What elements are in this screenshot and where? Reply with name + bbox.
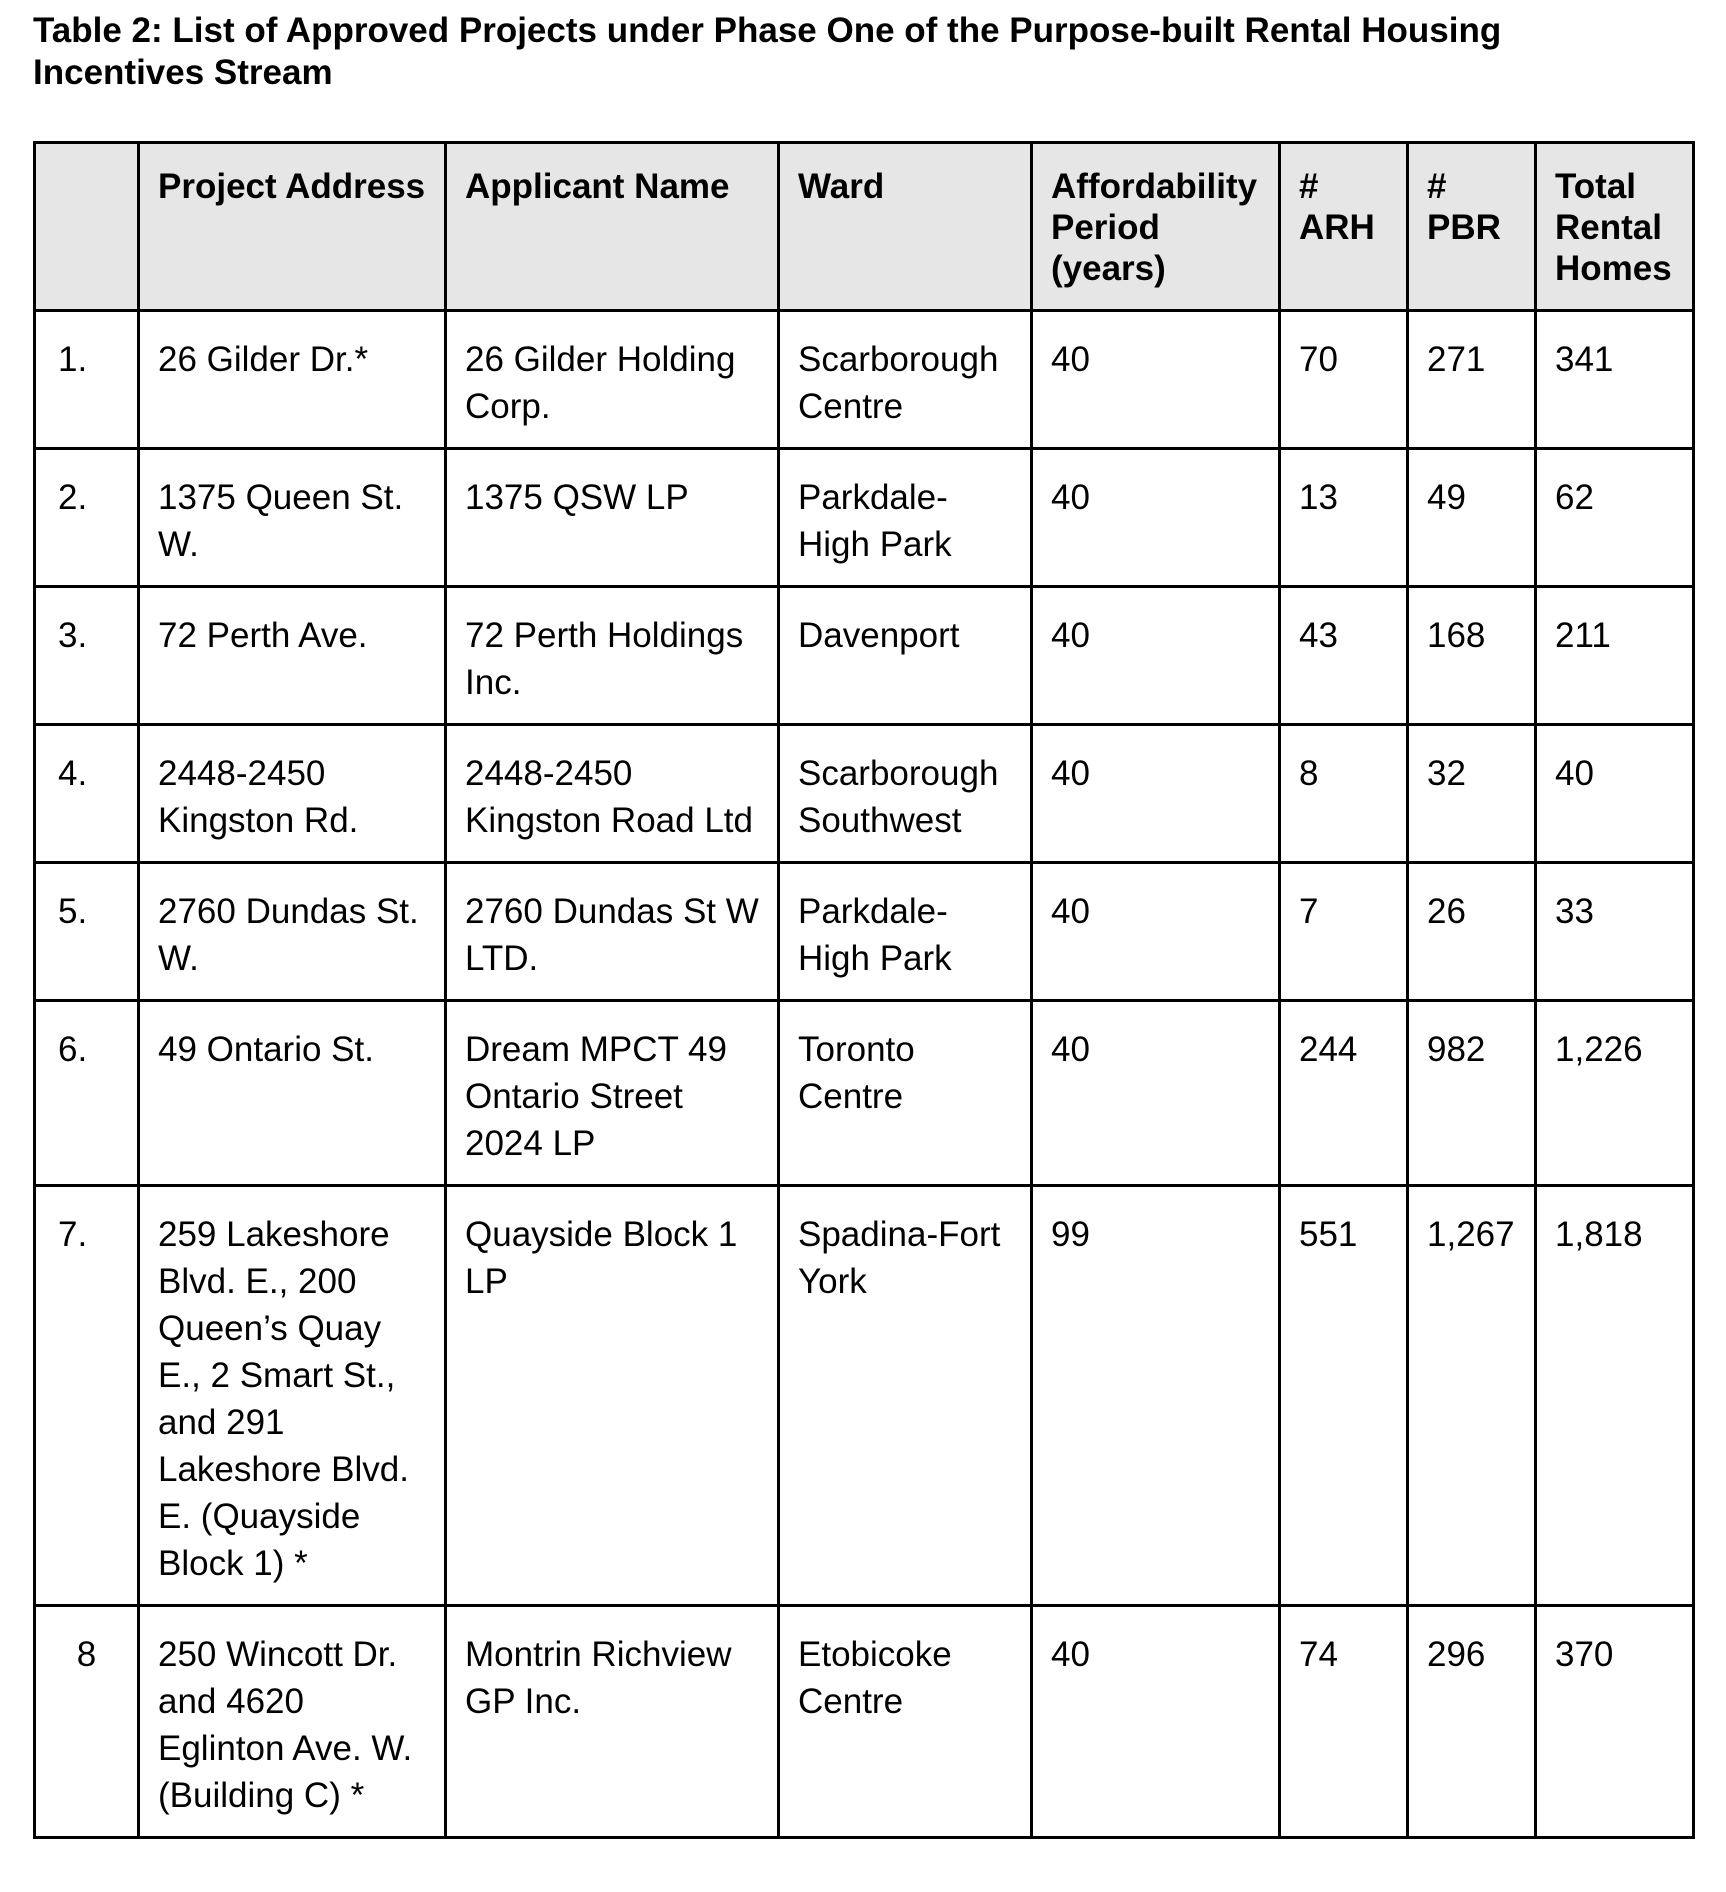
table-header-row [35, 143, 1694, 311]
pbr-cell: 1,267 [1408, 1186, 1536, 1606]
row-number: 7. [35, 1186, 139, 1606]
ward-cell: Etobicoke Centre [779, 1606, 1032, 1838]
applicant-name-cell: 1375 QSW LP [446, 449, 779, 587]
affordability-period-cell: 40 [1032, 311, 1280, 449]
affordability-period-cell: 40 [1032, 449, 1280, 587]
pbr-cell: 32 [1408, 725, 1536, 863]
pbr-cell: 26 [1408, 863, 1536, 1001]
header-pbr: # PBR [1408, 143, 1536, 311]
total-rental-homes-cell: 1,818 [1536, 1186, 1694, 1606]
affordability-period-cell: 99 [1032, 1186, 1280, 1606]
affordability-period-cell: 40 [1032, 725, 1280, 863]
project-address-cell: 259 Lakeshore Blvd. E., 200 Queen’s Quay E., 2 Smart St., and 291 Lakeshore Blvd. E. (Quayside Block 1) * [139, 1186, 446, 1606]
ward-cell: Spadina-Fort York [779, 1186, 1032, 1606]
table-row [35, 1606, 1694, 1838]
ward-cell: Scarborough Southwest [779, 725, 1032, 863]
applicant-name-cell: 2448-2450 Kingston Road Ltd [446, 725, 779, 863]
pbr-cell: 982 [1408, 1001, 1536, 1186]
ward-cell: Davenport [779, 587, 1032, 725]
arh-cell: 551 [1280, 1186, 1408, 1606]
header-applicant-name: Applicant Name [446, 143, 779, 311]
row-number: 5. [35, 863, 139, 1001]
ward-cell: Parkdale-High Park [779, 449, 1032, 587]
table-row [35, 311, 1694, 449]
table-row [35, 725, 1694, 863]
project-address-cell: 26 Gilder Dr.* [139, 311, 446, 449]
row-number: 1. [35, 311, 139, 449]
header-arh: # ARH [1280, 143, 1408, 311]
table-title: Table 2: List of Approved Projects under Phase One of the Purpose-built Rental Housing Incentives Stream [33, 11, 1502, 92]
project-address-cell: 2448-2450 Kingston Rd. [139, 725, 446, 863]
arh-cell: 70 [1280, 311, 1408, 449]
applicant-name-cell: 2760 Dundas St W LTD. [446, 863, 779, 1001]
row-number: 4. [35, 725, 139, 863]
row-number: 2. [35, 449, 139, 587]
arh-cell: 7 [1280, 863, 1408, 1001]
applicant-name-cell: 26 Gilder Holding Corp. [446, 311, 779, 449]
approved-projects-table [33, 141, 1695, 1839]
arh-cell: 13 [1280, 449, 1408, 587]
total-rental-homes-cell: 40 [1536, 725, 1694, 863]
row-number: 3. [35, 587, 139, 725]
pbr-cell: 168 [1408, 587, 1536, 725]
project-address-cell: 250 Wincott Dr. and 4620 Eglinton Ave. W. (Building C) * [139, 1606, 446, 1838]
header-affordability-period: Affordability Period (years) [1032, 143, 1280, 311]
affordability-period-cell: 40 [1032, 1001, 1280, 1186]
arh-cell: 74 [1280, 1606, 1408, 1838]
row-number: 6. [35, 1001, 139, 1186]
ward-cell: Toronto Centre [779, 1001, 1032, 1186]
header-ward: Ward [779, 143, 1032, 311]
total-rental-homes-cell: 62 [1536, 449, 1694, 587]
table-row [35, 863, 1694, 1001]
affordability-period-cell: 40 [1032, 587, 1280, 725]
arh-cell: 244 [1280, 1001, 1408, 1186]
row-number: 8 [35, 1606, 139, 1838]
affordability-period-cell: 40 [1032, 863, 1280, 1001]
table-row [35, 1186, 1694, 1606]
total-rental-homes-cell: 341 [1536, 311, 1694, 449]
total-rental-homes-cell: 33 [1536, 863, 1694, 1001]
project-address-cell: 1375 Queen St. W. [139, 449, 446, 587]
arh-cell: 8 [1280, 725, 1408, 863]
total-rental-homes-cell: 211 [1536, 587, 1694, 725]
table-row [35, 1001, 1694, 1186]
header-total-rental-homes: Total Rental Homes [1536, 143, 1694, 311]
ward-cell: Scarborough Centre [779, 311, 1032, 449]
project-address-cell: 72 Perth Ave. [139, 587, 446, 725]
project-address-cell: 2760 Dundas St. W. [139, 863, 446, 1001]
applicant-name-cell: Montrin Richview GP Inc. [446, 1606, 779, 1838]
affordability-period-cell: 40 [1032, 1606, 1280, 1838]
ward-cell: Parkdale-High Park [779, 863, 1032, 1001]
pbr-cell: 296 [1408, 1606, 1536, 1838]
table-row [35, 449, 1694, 587]
arh-cell: 43 [1280, 587, 1408, 725]
applicant-name-cell: Quayside Block 1 LP [446, 1186, 779, 1606]
total-rental-homes-cell: 370 [1536, 1606, 1694, 1838]
applicant-name-cell: 72 Perth Holdings Inc. [446, 587, 779, 725]
header-number [35, 143, 139, 311]
applicant-name-cell: Dream MPCT 49 Ontario Street 2024 LP [446, 1001, 779, 1186]
total-rental-homes-cell: 1,226 [1536, 1001, 1694, 1186]
project-address-cell: 49 Ontario St. [139, 1001, 446, 1186]
header-project-address: Project Address [139, 143, 446, 311]
table-row [35, 587, 1694, 725]
pbr-cell: 271 [1408, 311, 1536, 449]
pbr-cell: 49 [1408, 449, 1536, 587]
